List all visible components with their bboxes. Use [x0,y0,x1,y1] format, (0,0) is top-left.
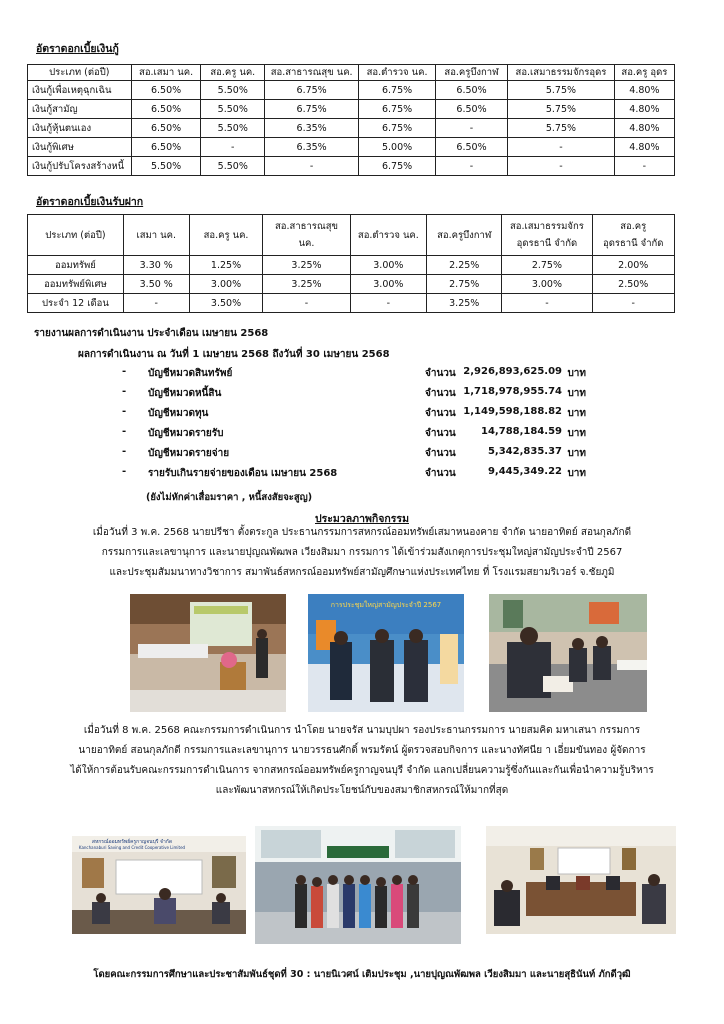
report-dash: - [122,386,127,397]
column-header [502,215,592,256]
report-dash: - [122,426,127,437]
loan-rates-table [27,64,675,176]
report-amount-word: จำนวน [425,468,456,479]
table-cell: 3.50% [189,294,263,313]
footer-credits: โดยคณะกรรมการศึกษาและประชาสัมพันธ์ชุดที่ 30 : นายนิเวศน์ เติมประชุม ,นายปุญณพัฒพล เวียงสิมมา และนายสุธินันท์ ภักดีวุฒิ [93,969,631,980]
report-line [122,386,586,402]
report-line [122,426,586,442]
paragraph-line: นายอาทิตย์ สอนกุลภักดี กรรมการและเลขานุการ นายวรรธนศักดิ์ พรมรัตน์ ผู้ตรวจสอบกิจการ และนางทัศนีย า เอี่ยมขันทอง ผู้จัดการ [78,745,646,756]
table-cell: - [435,119,507,138]
table-cell: 6.35% [265,119,359,138]
table-cell: 6.75% [359,157,436,176]
table-cell: 6.50% [131,100,201,119]
row-label: ออมทรัพย์ [28,256,124,275]
table-cell: - [265,157,359,176]
table-row [28,119,675,138]
table-row [28,81,675,100]
table-row [28,256,675,275]
table-cell: 6.50% [131,81,201,100]
table-cell: 6.50% [435,138,507,157]
row-label: เงินกู้สามัญ [28,100,132,119]
report-dash: - [122,446,127,457]
table-cell: 3.25% [263,256,350,275]
table-cell: 2.75% [502,256,592,275]
column-header [189,215,263,256]
table-cell: 5.75% [508,81,615,100]
office-sign-text-en: Kanchanaburi Saving and Credit Cooperative Limited [78,845,186,850]
deposit-rates-title: อัตราดอกเบี้ยเงินรับฝาก [36,196,144,208]
column-header-line: เสมา นค. [136,229,176,241]
column-header-line: อุดรธานี จำกัด [603,238,664,249]
column-header: สอ.ครู อุดร [614,65,674,81]
report-amount-word: จำนวน [425,428,456,439]
table-cell: - [263,294,350,313]
column-header: สอ.เสมาธรรมจักรอุดร [508,65,615,81]
paragraph-line: เมื่อวันที่ 8 พ.ค. 2568 คณะกรรมการดำเนินการ นำโดย นายจรัส นามบุปผา รองประธานกรรมการ นายสมคิด มหาเสนา กรรมการ [83,725,641,736]
loan-rates-title: อัตราดอกเบี้ยเงินกู้ [36,43,119,55]
report-amount: 9,445,349.22 [487,466,562,477]
photo-illustration [130,594,286,712]
column-header: สอ.ครู นค. [201,65,265,81]
table-cell: - [123,294,189,313]
paragraph-line: ได้ให้การต้อนรับคณะกรรมการดำเนินการ จากสหกรณ์ออมทรัพย์ครูกาญจนบุรี จำกัด แลกเปลี่ยนความรู้ซึ่งกันและกันเพื่อนำความรู้บริหาร [70,765,654,776]
table-cell: 6.75% [359,81,436,100]
report-unit: บาท [567,428,586,439]
table-cell: 6.75% [359,100,436,119]
report-label: บัญชีหมวดทุน [148,408,209,419]
table-cell: 5.50% [201,81,265,100]
banner-text: การประชุมใหญ่สามัญประจำปี 2567 [330,601,442,609]
activities-title: ประมวลภาพกิจกรรม [314,513,409,525]
table-cell: 6.35% [265,138,359,157]
report-title: รายงานผลการดำเนินงาน ประจำเดือน เมษายน 2568 [34,328,269,339]
column-header: สอ.ตำรวจ นค. [359,65,436,81]
table-row [28,138,675,157]
row-label: ประจำ 12 เดือน [28,294,124,313]
table-row [28,275,675,294]
report-amount-word: จำนวน [425,388,456,399]
table-cell: - [350,294,427,313]
report-amount-word: จำนวน [425,368,456,379]
table-cell: 3.00% [502,275,592,294]
report-amount-word: จำนวน [425,448,456,459]
report-amount: 1,149,598,188.82 [463,406,562,417]
table-cell: 3.00% [189,275,263,294]
photo-illustration [489,594,647,712]
report-amount: 2,926,893,625.09 [463,366,562,377]
column-header: ประเภท (ต่อปี) [28,65,132,81]
report-dash: - [122,466,127,477]
report-dash: - [122,366,127,377]
table-cell: 5.50% [201,100,265,119]
table-cell: 6.75% [265,100,359,119]
table-cell: 5.00% [359,138,436,157]
table-cell: 1.25% [189,256,263,275]
activity-photo-meeting-hall [130,594,286,712]
report-unit: บาท [567,448,586,459]
report-amount-word: จำนวน [425,408,456,419]
table-cell: 6.50% [435,81,507,100]
table-cell: 6.50% [435,100,507,119]
report-amount: 5,342,835.37 [487,446,562,457]
column-header-line: สอ.เสมาธรรมจักร [509,221,584,232]
table-cell: 3.25% [427,294,502,313]
column-header [350,215,427,256]
report-line [122,366,586,382]
report-unit: บาท [567,368,586,379]
report-line [122,406,586,422]
table-cell: 4.80% [614,138,674,157]
table-row [28,294,675,313]
activity-paragraph-2 [40,721,684,801]
table-cell: 5.75% [508,100,615,119]
photo-illustration [255,826,461,944]
table-cell: 3.50 % [123,275,189,294]
table-cell: 2.25% [427,256,502,275]
column-header-line: สอ.ครูบึงกาฬ [437,229,492,241]
photo-illustration [486,826,676,934]
table-row [28,157,675,176]
report-label: รายรับเกินรายจ่ายของเดือน เมษายน 2568 [148,468,338,479]
table-cell: 4.80% [614,81,674,100]
table-cell: - [614,157,674,176]
table-cell: 5.50% [201,119,265,138]
paragraph-line: และประชุมสัมมนาทางวิชาการ สมาพันธ์สหกรณ์ออมทรัพย์สามัญศึกษาแห่งประเทศไทย ที่ โรงแรมสยามริเวอร์ จ.ชัยภูมิ [109,567,615,578]
photo-illustration [72,836,246,934]
report-period: ผลการดำเนินงาน ณ วันที่ 1 เมษายน 2568 ถึงวันที่ 30 เมษายน 2568 [78,349,390,360]
table-cell: - [435,157,507,176]
column-header-line: สอ.ครู นค. [203,229,249,241]
column-header: สอ.เสมา นค. [131,65,201,81]
column-header [123,215,189,256]
table-cell: 6.75% [359,119,436,138]
table-cell: 5.50% [201,157,265,176]
table-cell: 2.75% [427,275,502,294]
activity-photo-group-building [255,826,461,944]
column-header: สอ.ครูบึงกาฬ [435,65,507,81]
table-cell: 6.75% [265,81,359,100]
report-unit: บาท [567,468,586,479]
paragraph-line: กรรมการและเลขานุการ และนายปุญณพัฒพล เวียงสิมมา กรรมการ ได้เข้าร่วมสังเกตุการประชุมใหญ่สามัญประจำปี 2567 [101,547,623,558]
table-cell: 4.80% [614,119,674,138]
report-note: (ยังไม่หักค่าเสื่อมราคา , หนี้สงสัยจะสูญ) [146,492,313,503]
row-label: เงินกู้หุ้นตนเอง [28,119,132,138]
column-header-line: สอ.สาธารณสุข [275,221,338,232]
report-label: บัญชีหมวดสินทรัพย์ [148,368,233,379]
table-cell: - [201,138,265,157]
paragraph-line: และพัฒนาสหกรณ์ให้เกิดประโยชน์กับของสมาชิกสหกรณ์ให้มากที่สุด [215,785,509,796]
activity-photo-conference-table [486,826,676,934]
column-header [592,215,675,256]
activity-paragraph-1 [60,523,664,583]
activity-photo-seated-attendees [489,594,647,712]
table-cell: 5.75% [508,119,615,138]
report-label: บัญชีหมวดรายรับ [148,428,224,439]
photo-illustration [308,594,464,712]
table-cell: 3.00% [350,256,427,275]
report-amount: 1,718,978,955.74 [463,386,562,397]
column-header-line: สอ.ครู [620,221,647,232]
table-cell: - [592,294,675,313]
table-cell: - [502,294,592,313]
table-cell: 3.25% [263,275,350,294]
report-dash: - [122,406,127,417]
table-header-row [28,215,675,256]
table-cell: 6.50% [131,138,201,157]
table-row [28,100,675,119]
deposit-rates-table [27,214,675,313]
column-header: สอ.สาธารณสุข นค. [265,65,359,81]
report-amount: 14,788,184.59 [481,426,562,437]
column-header [263,215,350,256]
activity-photo-office-meeting [72,836,246,934]
table-cell: 3.00% [350,275,427,294]
table-cell: 5.50% [131,157,201,176]
row-label: ออมทรัพย์พิเศษ [28,275,124,294]
row-label: เงินกู้เพื่อเหตุฉุกเฉิน [28,81,132,100]
report-unit: บาท [567,388,586,399]
table-cell: 2.00% [592,256,675,275]
office-sign-text: สหกรณ์ออมทรัพย์ครูกาญจนบุรี จำกัด [91,839,173,845]
table-cell: - [508,157,615,176]
column-header-line: สอ.ตำรวจ นค. [357,229,419,241]
report-unit: บาท [567,408,586,419]
table-cell: - [508,138,615,157]
table-header-row [28,65,675,81]
column-header-line: นค. [298,238,315,249]
table-cell: 3.30 % [123,256,189,275]
report-line [122,446,586,462]
table-cell: 6.50% [131,119,201,138]
report-label: บัญชีหมวดหนี้สิน [148,388,222,399]
table-cell: 4.80% [614,100,674,119]
report-line [122,466,586,482]
activity-photo-group-banner [308,594,464,712]
paragraph-line: เมื่อวันที่ 3 พ.ค. 2568 นายปรีชา ตั้งตระกูล ประธานกรรมการสหกรณ์ออมทรัพย์เสมาหนองคาย จำกัด นายอาทิตย์ สอนกุลภักดี [92,527,632,538]
row-label: เงินกู้ปรับโครงสร้างหนี้ [28,157,132,176]
table-cell: 2.50% [592,275,675,294]
column-header [427,215,502,256]
column-header-line: ประเภท (ต่อปี) [45,229,106,241]
row-label: เงินกู้พิเศษ [28,138,132,157]
column-header-line: อุดรธานี จำกัด [516,238,578,249]
column-header [28,215,124,256]
report-label: บัญชีหมวดรายจ่าย [148,448,230,459]
